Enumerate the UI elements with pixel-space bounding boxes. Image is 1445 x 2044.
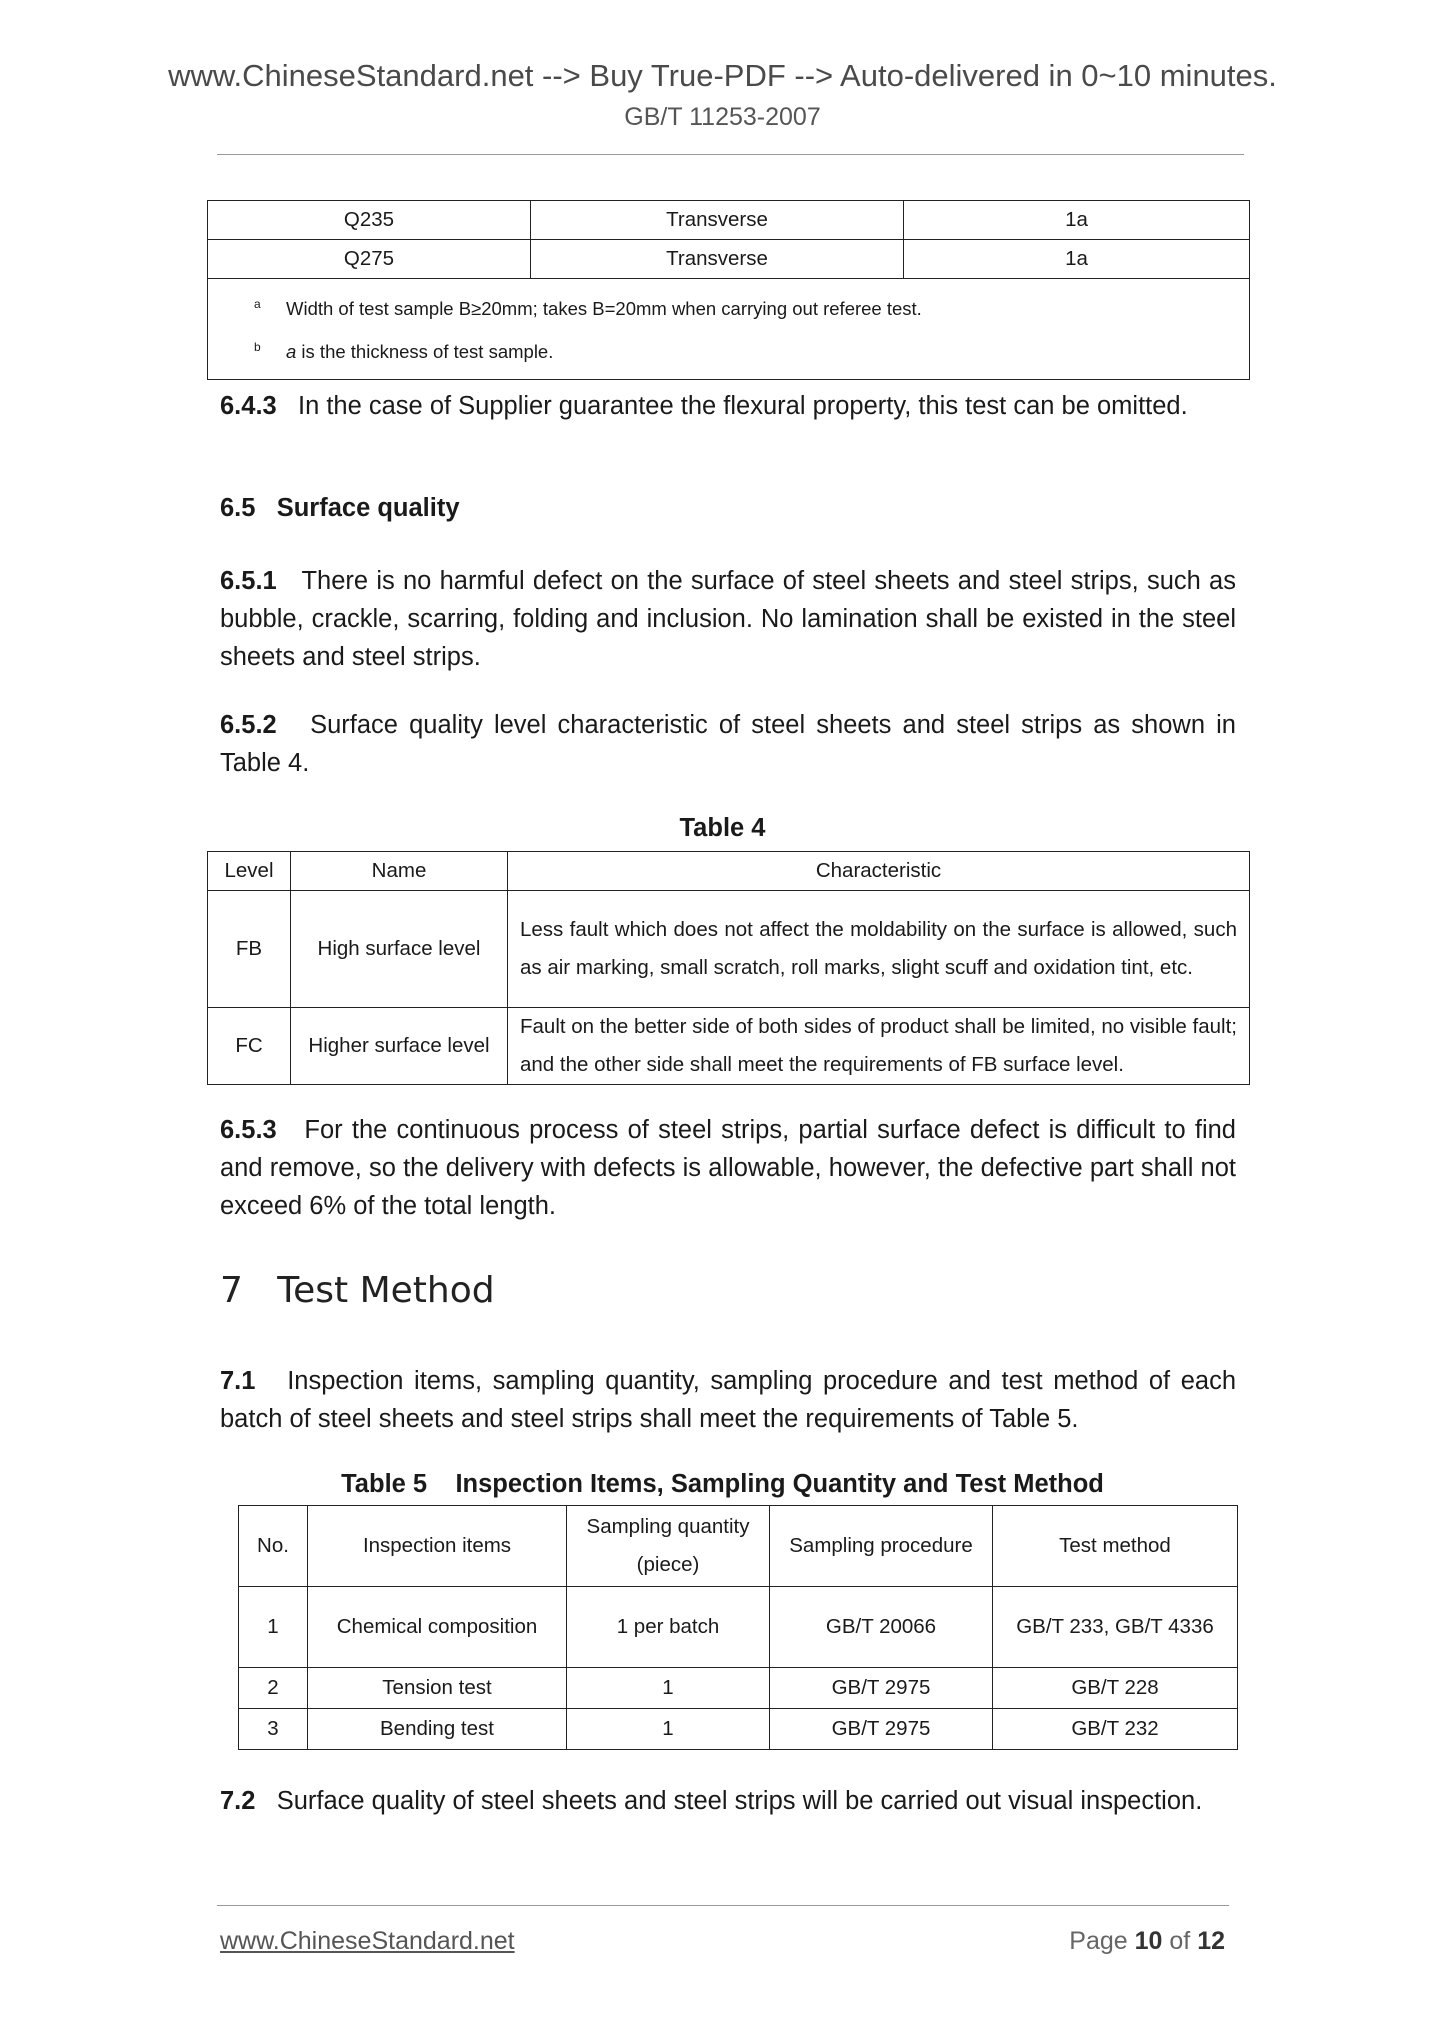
qty-cell: 1 per batch xyxy=(567,1587,770,1668)
table-row xyxy=(208,201,1250,240)
clause-6-5-2: 6.5.2 Surface quality level characteristic of steel sheets and steel strips as shown in Table 4. xyxy=(220,711,1236,777)
footer-site-link[interactable]: www.ChineseStandard.net xyxy=(220,1927,515,1955)
no-cell: 1 xyxy=(239,1587,308,1668)
item-cell: Bending test xyxy=(308,1709,567,1750)
method-cell: GB/T 233, GB/T 4336 xyxy=(993,1587,1238,1668)
table-header-row xyxy=(208,852,1250,891)
procedure-cell: GB/T 2975 xyxy=(770,1709,993,1750)
clause-7-1: 7.1 Inspection items, sampling quantity, sampling procedure and test method of each batch of steel sheets and steel strips shall meet the requirements of Table 5. xyxy=(220,1367,1236,1433)
table-3-continuation xyxy=(207,200,1250,380)
level-cell: FB xyxy=(208,891,291,1008)
page-number: Page 10 of 12 xyxy=(1069,1927,1225,1955)
column-header: Test method xyxy=(993,1506,1238,1587)
table-notes xyxy=(208,279,1250,380)
item-cell: Chemical composition xyxy=(308,1587,567,1668)
table-notes-row xyxy=(208,279,1250,380)
section-6-5-heading: 6.5 Surface quality xyxy=(220,494,460,522)
table-4 xyxy=(207,851,1250,1085)
section-7-heading: 7 Test Method xyxy=(220,1270,495,1311)
table-row xyxy=(239,1587,1238,1668)
procedure-cell: GB/T 20066 xyxy=(770,1587,993,1668)
column-header: No. xyxy=(239,1506,308,1587)
table-header-row xyxy=(239,1506,1238,1587)
footer-divider xyxy=(217,1905,1229,1906)
header-divider xyxy=(217,154,1244,155)
table-5 xyxy=(238,1505,1238,1750)
clause-6-5-1: 6.5.1 There is no harmful defect on the surface of steel sheets and steel strips, such as bubble, crackle, scarring, folding and inclusion. No lamination shall be existed in the steel sheets and steel strips. xyxy=(220,567,1236,671)
characteristic-cell: Less fault which does not affect the moldability on the surface is allowed, such as air marking, small scratch, roll marks, slight scuff and oxidation tint, etc. xyxy=(508,891,1250,1008)
level-cell: FC xyxy=(208,1008,291,1085)
clause-6-5-3: 6.5.3 For the continuous process of steel strips, partial surface defect is difficult to find and remove, so the delivery with defects is allowable, however, the defective part shall not exceed 6% of the total length. xyxy=(220,1116,1236,1220)
no-cell: 2 xyxy=(239,1668,308,1709)
table-row xyxy=(239,1668,1238,1709)
direction-cell: Transverse xyxy=(531,240,904,279)
item-cell: Tension test xyxy=(308,1668,567,1709)
name-cell: High surface level xyxy=(291,891,508,1008)
name-cell: Higher surface level xyxy=(291,1008,508,1085)
grade-cell: Q235 xyxy=(208,201,531,240)
clause-6-4-3: 6.4.3 In the case of Supplier guarantee the flexural property, this test can be omitted. xyxy=(220,392,1188,420)
clause-7-2: 7.2 Surface quality of steel sheets and steel strips will be carried out visual inspection. xyxy=(220,1787,1203,1815)
characteristic-cell: Fault on the better side of both sides of product shall be limited, no visible fault; and the other side shall meet the requirements of FB surface level. xyxy=(508,1008,1250,1085)
column-header: Name xyxy=(291,852,508,891)
table-row xyxy=(239,1709,1238,1750)
table-4-title: Table 4 xyxy=(679,814,766,842)
table-row xyxy=(208,240,1250,279)
column-header: Sampling quantity (piece) xyxy=(567,1506,770,1587)
direction-cell: Transverse xyxy=(531,201,904,240)
no-cell: 3 xyxy=(239,1709,308,1750)
column-header: Inspection items xyxy=(308,1506,567,1587)
table-row xyxy=(208,891,1250,1008)
column-header: Characteristic xyxy=(508,852,1250,891)
doc-id: GB/T 11253-2007 xyxy=(624,103,821,131)
column-header: Sampling procedure xyxy=(770,1506,993,1587)
header-banner: www.ChineseStandard.net --> Buy True-PDF --> Auto-delivered in 0~10 minutes. xyxy=(168,58,1277,93)
grade-cell: Q275 xyxy=(208,240,531,279)
table-5-title: Table 5 Inspection Items, Sampling Quantity and Test Method xyxy=(341,1470,1104,1498)
qty-cell: 1 xyxy=(567,1668,770,1709)
diameter-cell: 1a xyxy=(904,201,1250,240)
method-cell: GB/T 228 xyxy=(993,1668,1238,1709)
procedure-cell: GB/T 2975 xyxy=(770,1668,993,1709)
column-header: Level xyxy=(208,852,291,891)
diameter-cell: 1a xyxy=(904,240,1250,279)
method-cell: GB/T 232 xyxy=(993,1709,1238,1750)
table-note: b a is the thickness of test sample. xyxy=(254,340,554,363)
table-row xyxy=(208,1008,1250,1085)
qty-cell: 1 xyxy=(567,1709,770,1750)
table-note: a Width of test sample B≥20mm; takes B=20mm when carrying out referee test. xyxy=(254,297,922,320)
